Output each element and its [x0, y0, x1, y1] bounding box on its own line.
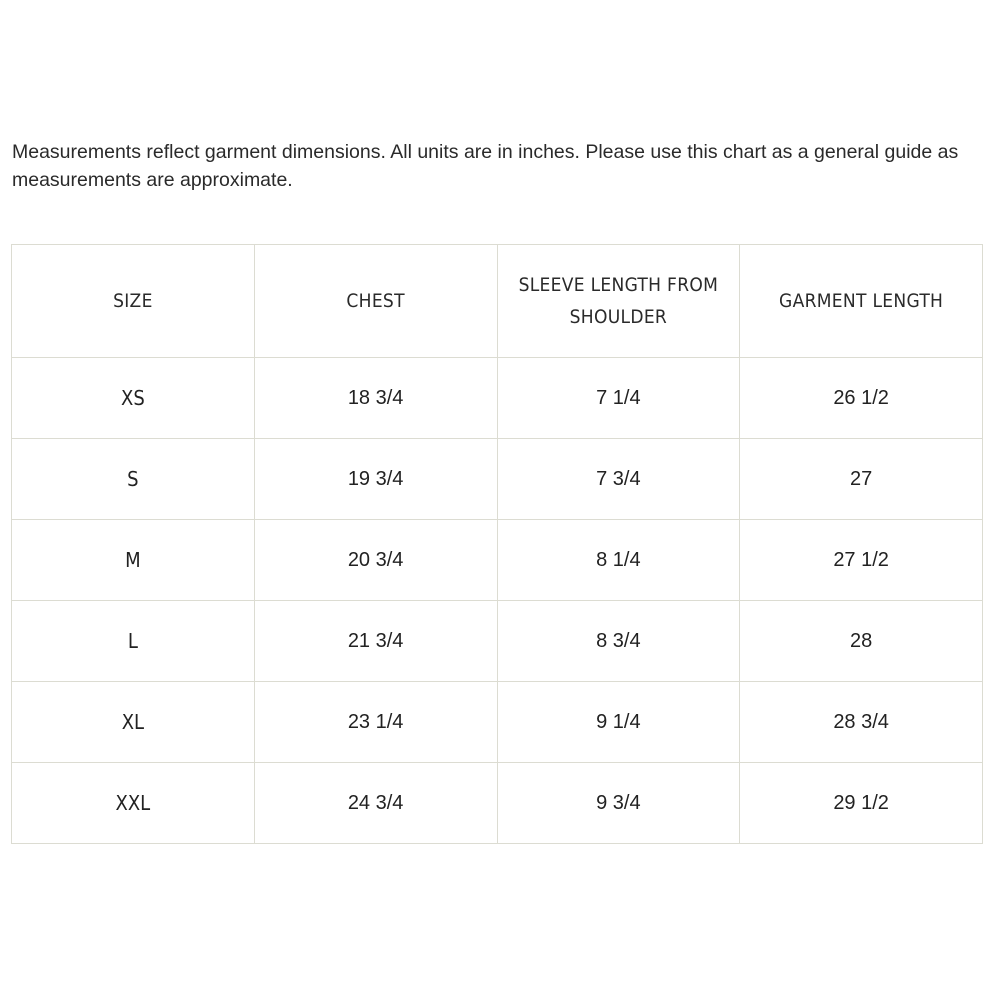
- cell-size: XS: [12, 358, 255, 439]
- table-row: [12, 358, 983, 439]
- cell-sleeve-length: 8 3/4: [497, 601, 740, 682]
- table-row: [12, 763, 983, 844]
- cell-garment-length: 27: [740, 439, 983, 520]
- header-chest: [254, 245, 497, 358]
- cell-size: S: [12, 439, 255, 520]
- header-chest-label: CHEST: [346, 290, 405, 312]
- table-header: [12, 245, 983, 358]
- header-size-label: SIZE: [113, 290, 153, 312]
- cell-chest: 24 3/4: [254, 763, 497, 844]
- cell-chest: 21 3/4: [254, 601, 497, 682]
- header-size: [12, 245, 255, 358]
- header-garment-length-label: GARMENT LENGTH: [779, 290, 944, 312]
- cell-chest: 23 1/4: [254, 682, 497, 763]
- header-garment-length: [740, 245, 983, 358]
- cell-size: L: [12, 601, 255, 682]
- cell-sleeve-length: 7 3/4: [497, 439, 740, 520]
- cell-garment-length: 28: [740, 601, 983, 682]
- cell-sleeve-length: 9 3/4: [497, 763, 740, 844]
- size-chart-table: [11, 244, 983, 844]
- table-row: [12, 439, 983, 520]
- cell-garment-length: 26 1/2: [740, 358, 983, 439]
- table-row: [12, 682, 983, 763]
- cell-size: XL: [12, 682, 255, 763]
- header-row: [12, 245, 983, 358]
- cell-sleeve-length: 9 1/4: [497, 682, 740, 763]
- header-sleeve-length-label: SLEEVE LENGTH FROM SHOULDER: [518, 274, 719, 328]
- measurement-note: Measurements reflect garment dimensions. All units are in inches. Please use this chart as a general guide as measurements are approximate.: [12, 141, 959, 191]
- header-sleeve-length: [497, 245, 740, 358]
- table-body: [12, 358, 983, 844]
- cell-size: XXL: [12, 763, 255, 844]
- cell-chest: 19 3/4: [254, 439, 497, 520]
- cell-garment-length: 27 1/2: [740, 520, 983, 601]
- table-row: [12, 601, 983, 682]
- cell-chest: 18 3/4: [254, 358, 497, 439]
- cell-chest: 20 3/4: [254, 520, 497, 601]
- table-row: [12, 520, 983, 601]
- cell-sleeve-length: 8 1/4: [497, 520, 740, 601]
- cell-garment-length: 29 1/2: [740, 763, 983, 844]
- cell-size: M: [12, 520, 255, 601]
- cell-sleeve-length: 7 1/4: [497, 358, 740, 439]
- cell-garment-length: 28 3/4: [740, 682, 983, 763]
